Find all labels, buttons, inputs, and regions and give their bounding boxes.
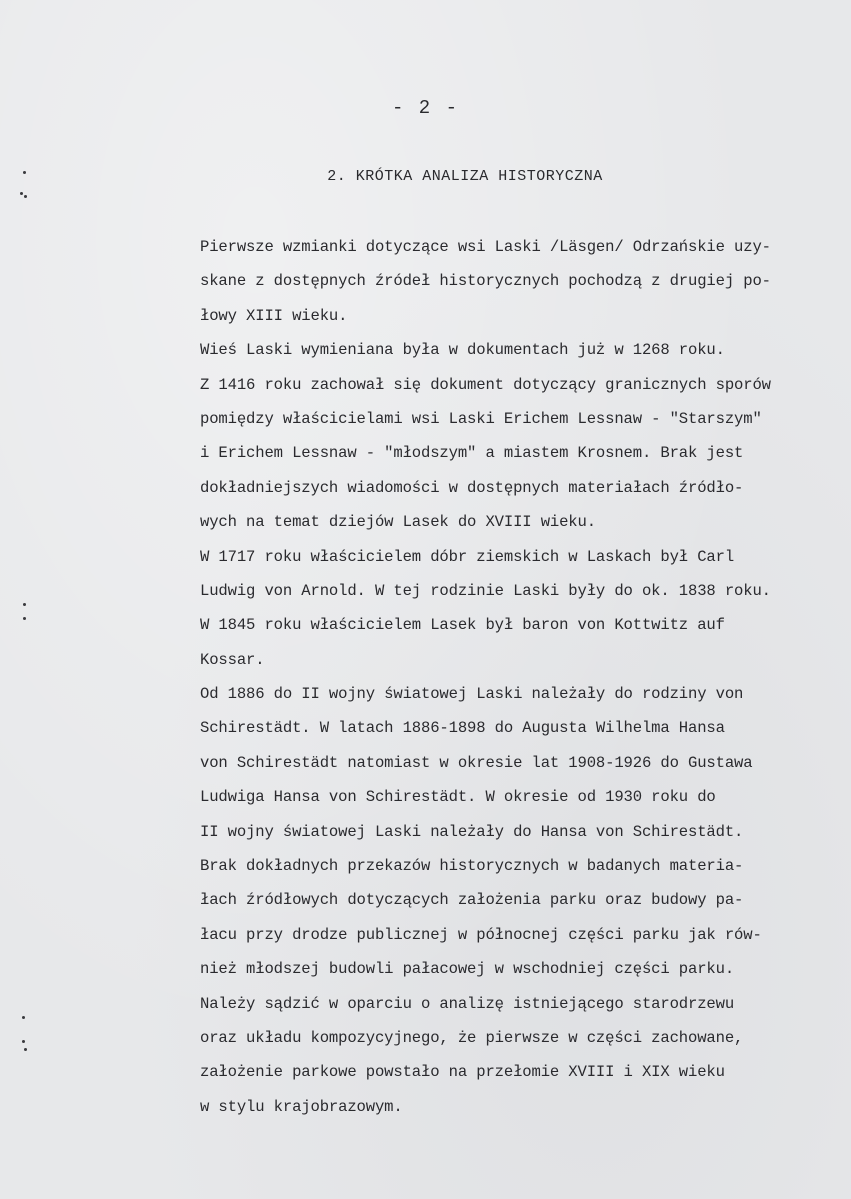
punch-mark: [22, 1040, 25, 1043]
text-line: Ludwiga Hansa von Schirestädt. W okresie od 1930 roku do: [200, 788, 716, 807]
text-line: nież młodszej budowli pałacowej w wschodniej części parku.: [200, 960, 735, 979]
text-line: dokładniejszych wiadomości w dostępnych materiałach źródło-: [200, 478, 744, 497]
punch-mark: [20, 192, 23, 195]
section-heading: 2. KRÓTKA ANALIZA HISTORYCZNA: [327, 168, 603, 185]
text-line: Z 1416 roku zachował się dokument dotyczący granicznych sporów: [200, 375, 771, 394]
text-line: w stylu krajobrazowym.: [200, 1097, 403, 1116]
text-line: W 1845 roku właścicielem Lasek był baron von Kottwitz auf: [200, 616, 725, 635]
text-line: II wojny światowej Laski należały do Hansa von Schirestädt.: [200, 822, 744, 841]
punch-mark: [23, 617, 26, 620]
text-line: Od 1886 do II wojny światowej Laski należały do rodziny von: [200, 685, 744, 704]
text-line: skane z dostępnych źródeł historycznych pochodzą z drugiej po-: [200, 272, 771, 291]
punch-mark: [23, 603, 26, 606]
text-line: Wieś Laski wymieniana była w dokumentach już w 1268 roku.: [200, 341, 725, 360]
text-line: założenie parkowe powstało na przełomie XVIII i XIX wieku: [200, 1063, 725, 1082]
text-line: i Erichem Lessnaw - "młodszym" a miastem Krosnem. Brak jest: [200, 444, 744, 463]
text-line: łowy XIII wieku.: [200, 306, 348, 325]
body-text: [200, 230, 840, 1124]
text-line: wych na temat dziejów Lasek do XVIII wieku.: [200, 513, 596, 532]
text-line: oraz układu kompozycyjnego, że pierwsze w części zachowane,: [200, 1028, 744, 1047]
text-line: łacu przy drodze publicznej w północnej części parku jak rów-: [200, 925, 762, 944]
text-line: Ludwig von Arnold. W tej rodzinie Laski były do ok. 1838 roku.: [200, 581, 771, 600]
punch-mark: [24, 195, 27, 198]
text-line: pomiędzy właścicielami wsi Laski Erichem Lessnaw - "Starszym": [200, 409, 762, 428]
text-line: Pierwsze wzmianki dotyczące wsi Laski /Läsgen/ Odrzańskie uzy-: [200, 238, 771, 256]
text-line: W 1717 roku właścicielem dóbr ziemskich w Laskach był Carl: [200, 547, 735, 566]
text-line: Kossar.: [200, 650, 265, 669]
punch-mark: [22, 1016, 25, 1019]
text-line: Należy sądzić w oparciu o analizę istniejącego starodrzewu: [200, 994, 735, 1013]
punch-mark: [24, 1048, 27, 1051]
page-number: - 2 -: [391, 97, 459, 119]
text-line: łach źródłowych dotyczących założenia parku oraz budowy pa-: [200, 891, 744, 910]
text-line: von Schirestädt natomiast w okresie lat 1908-1926 do Gustawa: [200, 753, 753, 772]
text-line: Schirestädt. W latach 1886-1898 do Augusta Wilhelma Hansa: [200, 719, 725, 738]
text-line: Brak dokładnych przekazów historycznych w badanych materia-: [200, 857, 744, 876]
